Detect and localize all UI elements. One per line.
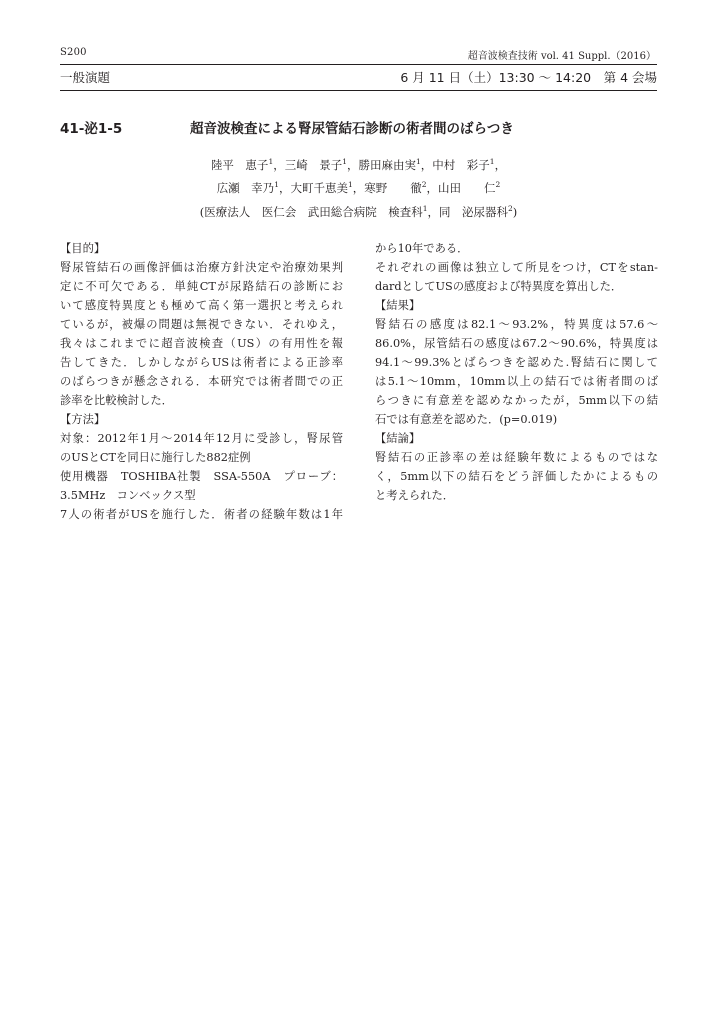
body-line: ているが，被爆の問題は無視できない．それゆえ， <box>60 318 343 331</box>
affiliation-mark: 1 <box>416 157 421 166</box>
affiliation-text: (医療法人 医仁会 武田総合病院 検査科 <box>199 204 423 219</box>
affiliation-mark: 1 <box>274 180 279 190</box>
body-line: らつきに有意差を認めなかったが，5mm以下の結 <box>375 394 658 407</box>
page-number: S200 <box>60 47 87 58</box>
author-name: ，寒野 徹 <box>352 181 422 196</box>
author-block <box>0 152 717 222</box>
section-heading: 【方法】 <box>60 413 106 426</box>
body-line: 告してきた．しかしながらUSは術者による正診率 <box>60 356 343 369</box>
header-top-rule <box>60 64 657 65</box>
body-line: 腎尿管結石の画像評価は治療方針決定や治療効果判 <box>60 261 343 274</box>
body-line: それぞれの画像は独立して所見をつけ，CTをstan- <box>375 261 658 274</box>
body-line: 診率を比較検討した． <box>60 394 173 407</box>
section-heading: 【結果】 <box>375 299 421 312</box>
body-line: く，5mm以下の結石をどう評価したかによるもの <box>375 470 658 483</box>
body-line: いて感度特異度とも極めて高く第一選択と考えられ <box>60 299 343 312</box>
body-line: 対象：2012年1月～2014年12月に受診し，腎尿管 <box>60 432 343 445</box>
author-name: ，大町千恵美 <box>278 181 348 196</box>
body-line: 定に不可欠である．単純CTが尿路結石の診断にお <box>60 280 343 293</box>
body-line: 3.5MHz コンベックス型 <box>60 489 196 502</box>
body-line: から10年である． <box>375 242 469 255</box>
author-name: 陸平 恵子 <box>210 157 269 172</box>
body-column-right <box>375 239 658 505</box>
body-line: 石では有意差を認めた．(p=0.019) <box>375 413 558 426</box>
author-line-2 <box>0 175 717 198</box>
body-column-left <box>60 239 343 524</box>
author-name: ，三崎 景子 <box>273 157 343 172</box>
affiliation-line <box>0 199 717 222</box>
session-label: 一般演題 <box>60 70 111 85</box>
affiliation-text: ，同 泌尿器科 <box>427 204 508 219</box>
affiliation-mark: 1 <box>342 157 347 166</box>
abstract-title: 超音波検査による腎尿管結石診断の術者間のばらつき <box>190 121 514 137</box>
body-line: は5.1～10mm，10mm以上の結石では術者間のば <box>375 375 658 388</box>
body-line: 7人の術者がUSを施行した．術者の経験年数は1年 <box>60 508 343 521</box>
affiliation-mark: 2 <box>421 180 427 190</box>
affiliation-mark: 2 <box>495 180 501 190</box>
affiliation-mark: 1 <box>422 203 428 213</box>
section-heading: 【目的】 <box>60 242 106 255</box>
author-separator: ， <box>494 157 507 172</box>
author-line-1 <box>0 152 717 175</box>
affiliation-mark: 2 <box>507 203 513 213</box>
author-name: ，山田 仁 <box>426 181 496 196</box>
body-line: のUSとCTを同日に施行した882症例 <box>60 451 251 464</box>
affiliation-mark: 1 <box>489 157 495 166</box>
abstract-id: 41-泌1-5 <box>60 121 123 137</box>
author-name: ，中村 彩子 <box>420 157 490 172</box>
session-schedule: 6 月 11 日（土）13:30 ～ 14:20 第 4 会場 <box>400 70 657 85</box>
body-line: 腎結石の感度は82.1～93.2%，特異度は57.6～ <box>375 318 658 331</box>
affiliation-mark: 1 <box>347 180 353 190</box>
affiliation-text: ) <box>512 204 518 219</box>
section-heading: 【結論】 <box>375 432 421 445</box>
author-name: 広瀬 幸乃 <box>216 181 275 196</box>
body-line: と考えられた． <box>375 489 455 502</box>
body-line: 我々はこれまでに超音波検査（US）の有用性を報 <box>60 337 343 350</box>
body-line: のばらつきが懸念される．本研究では術者間での正 <box>60 375 343 388</box>
affiliation-mark: 1 <box>268 157 274 166</box>
body-line: 使用機器 TOSHIBA社製 SSA-550A プローブ： <box>60 470 343 483</box>
header-bottom-rule <box>60 90 657 91</box>
body-line: 86.0%，尿管結石の感度は67.2～90.6%，特異度は <box>375 337 658 350</box>
journal-citation: 超音波検査技術 vol. 41 Suppl.（2016） <box>467 51 656 62</box>
body-line: 腎結石の正診率の差は経験年数によるものではな <box>375 451 658 464</box>
body-line: dardとしてUSの感度および特異度を算出した． <box>375 280 623 293</box>
body-line: 94.1～99.3%とばらつきを認めた.腎結石に関して <box>375 356 658 369</box>
author-name: ，勝田麻由実 <box>347 157 416 172</box>
